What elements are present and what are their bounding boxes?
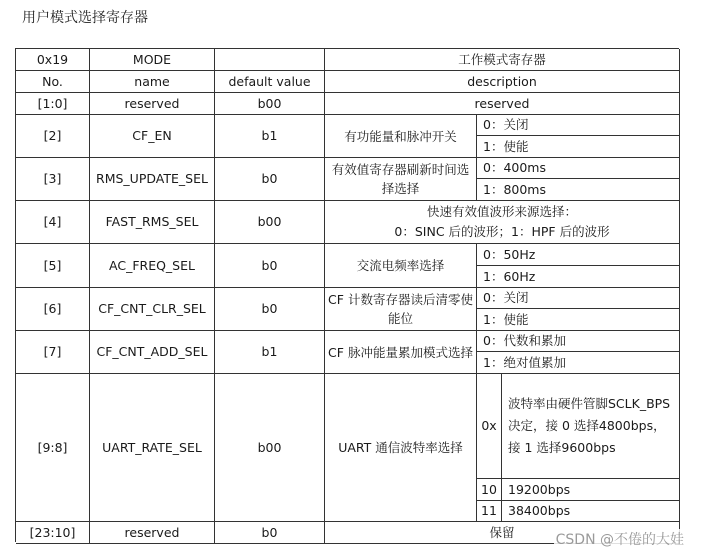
column-header-description: description [325, 71, 680, 93]
row-name: reserved [90, 93, 215, 115]
row-default: b0 [215, 244, 325, 288]
description-line: 0：SINC 后的波形；1：HPF 后的波形 [394, 224, 610, 239]
row-default: b0 [215, 522, 325, 544]
option-value: 0：关闭 [477, 115, 680, 136]
row-name: CF_CNT_ADD_SEL [90, 331, 215, 374]
row-name: reserved [90, 522, 215, 544]
option-value: 19200bps [502, 479, 680, 501]
row-description: 有功能量和脉冲开关 [325, 115, 477, 158]
row-bits: [23:10] [16, 522, 90, 544]
row-bits: [3] [16, 158, 90, 201]
row-description: 有效值寄存器刷新时间选择选择 [325, 158, 477, 201]
register-name: 工作模式寄存器 [325, 49, 680, 71]
row-name: CF_CNT_CLR_SEL [90, 288, 215, 331]
option-value: 1：绝对值累加 [477, 352, 680, 374]
row-default: b1 [215, 331, 325, 374]
row-description: reserved [325, 93, 680, 115]
row-default: b00 [215, 374, 325, 522]
row-name: RMS_UPDATE_SEL [90, 158, 215, 201]
row-bits: [9:8] [16, 374, 90, 522]
option-code: 0x [477, 374, 502, 479]
column-header-name: name [90, 71, 215, 93]
row-name: UART_RATE_SEL [90, 374, 215, 522]
option-value: 0：400ms [477, 158, 680, 179]
option-value: 0：代数和累加 [477, 331, 680, 352]
option-value: 1：使能 [477, 309, 680, 331]
column-header-no: No. [16, 71, 90, 93]
option-value: 0：50Hz [477, 244, 680, 266]
row-description: 交流电频率选择 [325, 244, 477, 288]
option-code: 10 [477, 479, 502, 501]
option-value: 1：800ms [477, 179, 680, 201]
row-name: CF_EN [90, 115, 215, 158]
register-table [15, 48, 679, 542]
header-empty-cell [215, 49, 325, 71]
page-title: 用户模式选择寄存器 [22, 10, 148, 26]
row-default: b0 [215, 288, 325, 331]
row-bits: [4] [16, 201, 90, 244]
row-default: b00 [215, 93, 325, 115]
option-value: 1：60Hz [477, 266, 680, 288]
option-value: 38400bps [502, 501, 680, 522]
row-description: CF 脉冲能量累加模式选择 [325, 331, 477, 374]
column-header-default: default value [215, 71, 325, 93]
row-bits: [2] [16, 115, 90, 158]
option-value: 0：关闭 [477, 288, 680, 309]
row-default: b00 [215, 201, 325, 244]
row-bits: [5] [16, 244, 90, 288]
row-bits: [6] [16, 288, 90, 331]
option-value: 波特率由硬件管脚SCLK_BPS 决定，接 0 选择4800bps，接 1 选择9600bps [502, 374, 680, 479]
register-address: 0x19 [16, 49, 90, 71]
row-name: FAST_RMS_SEL [90, 201, 215, 244]
description-line: 快速有效值波形来源选择： [426, 204, 577, 219]
row-default: b0 [215, 158, 325, 201]
row-description: UART 通信波特率选择 [325, 374, 477, 522]
mode-label: MODE [90, 49, 215, 71]
watermark: CSDN @不倦的大娃 [554, 529, 686, 549]
option-value: 1：使能 [477, 136, 680, 158]
row-default: b1 [215, 115, 325, 158]
row-name: AC_FREQ_SEL [90, 244, 215, 288]
row-description [325, 201, 680, 244]
row-description: CF 计数寄存器读后清零使能位 [325, 288, 477, 331]
option-code: 11 [477, 501, 502, 522]
row-bits: [1:0] [16, 93, 90, 115]
row-bits: [7] [16, 331, 90, 374]
row-description: 保留 [325, 522, 680, 544]
